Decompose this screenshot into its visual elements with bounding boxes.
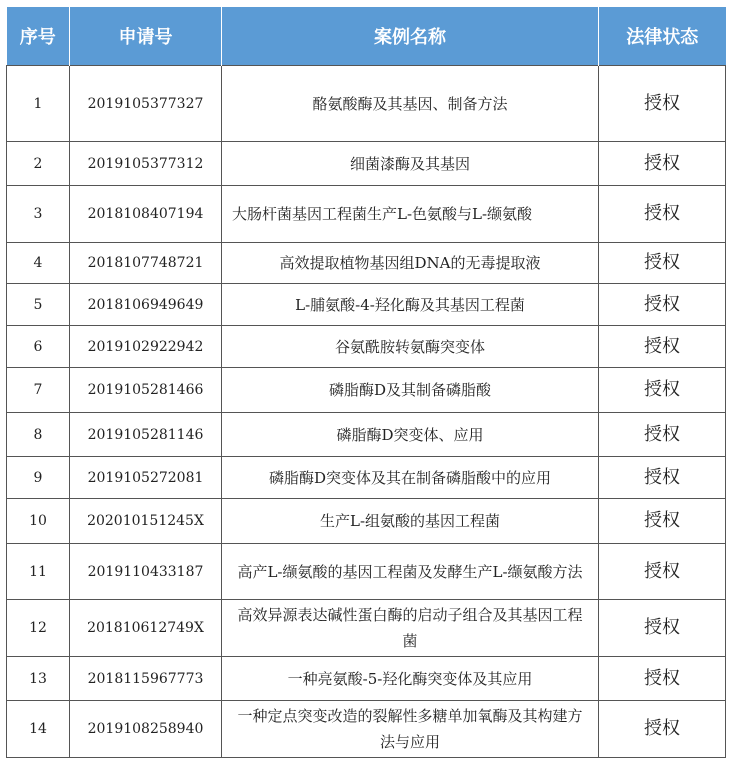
row-app-no: 2019102922942 [70, 326, 222, 368]
row-app-no: 2018115967773 [70, 657, 222, 701]
row-app-no: 202010151245X [70, 499, 222, 544]
table-row [7, 457, 726, 499]
row-index: 3 [7, 186, 70, 243]
row-status: 授权 [599, 544, 726, 600]
row-index: 11 [7, 544, 70, 600]
row-app-no: 2019105377312 [70, 142, 222, 186]
row-status: 授权 [599, 326, 726, 368]
row-index: 5 [7, 284, 70, 326]
row-status: 授权 [599, 600, 726, 657]
row-case-name: L-脯氨酸-4-羟化酶及其基因工程菌 [222, 284, 599, 326]
row-case-name: 一种定点突变改造的裂解性多糖单加氧酶及其构建方法与应用 [222, 701, 599, 758]
row-app-no: 2018106949649 [70, 284, 222, 326]
row-case-name: 高效异源表达碱性蛋白酶的启动子组合及其基因工程菌 [222, 600, 599, 657]
row-app-no: 2018107748721 [70, 243, 222, 284]
table-row [7, 368, 726, 413]
table-row [7, 326, 726, 368]
row-app-no: 2019105281466 [70, 368, 222, 413]
row-index: 2 [7, 142, 70, 186]
row-status: 授权 [599, 413, 726, 457]
row-status: 授权 [599, 186, 726, 243]
row-app-no: 2018108407194 [70, 186, 222, 243]
row-index: 4 [7, 243, 70, 284]
table-row [7, 186, 726, 243]
row-case-name: 酪氨酸酶及其基因、制备方法 [222, 66, 599, 142]
row-case-name: 磷脂酶D及其制备磷脂酸 [222, 368, 599, 413]
row-index: 9 [7, 457, 70, 499]
row-app-no: 2019105377327 [70, 66, 222, 142]
row-status: 授权 [599, 66, 726, 142]
header-legal-status: 法律状态 [599, 7, 726, 66]
table-row [7, 600, 726, 657]
row-status: 授权 [599, 284, 726, 326]
row-index: 6 [7, 326, 70, 368]
table-row [7, 142, 726, 186]
table-row [7, 544, 726, 600]
row-case-name: 生产L-组氨酸的基因工程菌 [222, 499, 599, 544]
table-row [7, 657, 726, 701]
row-case-name: 谷氨酰胺转氨酶突变体 [222, 326, 599, 368]
row-app-no: 2019105281146 [70, 413, 222, 457]
row-case-name: 细菌漆酶及其基因 [222, 142, 599, 186]
table-row [7, 284, 726, 326]
row-case-name: 高产L-缬氨酸的基因工程菌及发酵生产L-缬氨酸方法 [222, 544, 599, 600]
row-index: 1 [7, 66, 70, 142]
header-index: 序号 [7, 7, 70, 66]
table-row [7, 499, 726, 544]
row-index: 12 [7, 600, 70, 657]
row-case-name: 一种亮氨酸-5-羟化酶突变体及其应用 [222, 657, 599, 701]
row-app-no: 201810612749X [70, 600, 222, 657]
row-index: 8 [7, 413, 70, 457]
patent-table [6, 7, 726, 758]
row-index: 10 [7, 499, 70, 544]
row-app-no: 2019110433187 [70, 544, 222, 600]
header-app-no: 申请号 [70, 7, 222, 66]
header-case-name: 案例名称 [222, 7, 599, 66]
table-row [7, 243, 726, 284]
header-row [7, 7, 726, 66]
row-status: 授权 [599, 701, 726, 758]
row-app-no: 2019108258940 [70, 701, 222, 758]
row-status: 授权 [599, 368, 726, 413]
row-status: 授权 [599, 142, 726, 186]
table-row [7, 413, 726, 457]
row-index: 14 [7, 701, 70, 758]
row-case-name: 磷脂酶D突变体、应用 [222, 413, 599, 457]
row-app-no: 2019105272081 [70, 457, 222, 499]
row-status: 授权 [599, 457, 726, 499]
row-index: 7 [7, 368, 70, 413]
row-status: 授权 [599, 243, 726, 284]
row-case-name: 大肠杆菌基因工程菌生产L-色氨酸与L-缬氨酸 [222, 186, 599, 243]
table-row [7, 66, 726, 142]
row-status: 授权 [599, 499, 726, 544]
row-status: 授权 [599, 657, 726, 701]
row-case-name: 高效提取植物基因组DNA的无毒提取液 [222, 243, 599, 284]
table-row [7, 701, 726, 758]
row-case-name: 磷脂酶D突变体及其在制备磷脂酸中的应用 [222, 457, 599, 499]
row-index: 13 [7, 657, 70, 701]
